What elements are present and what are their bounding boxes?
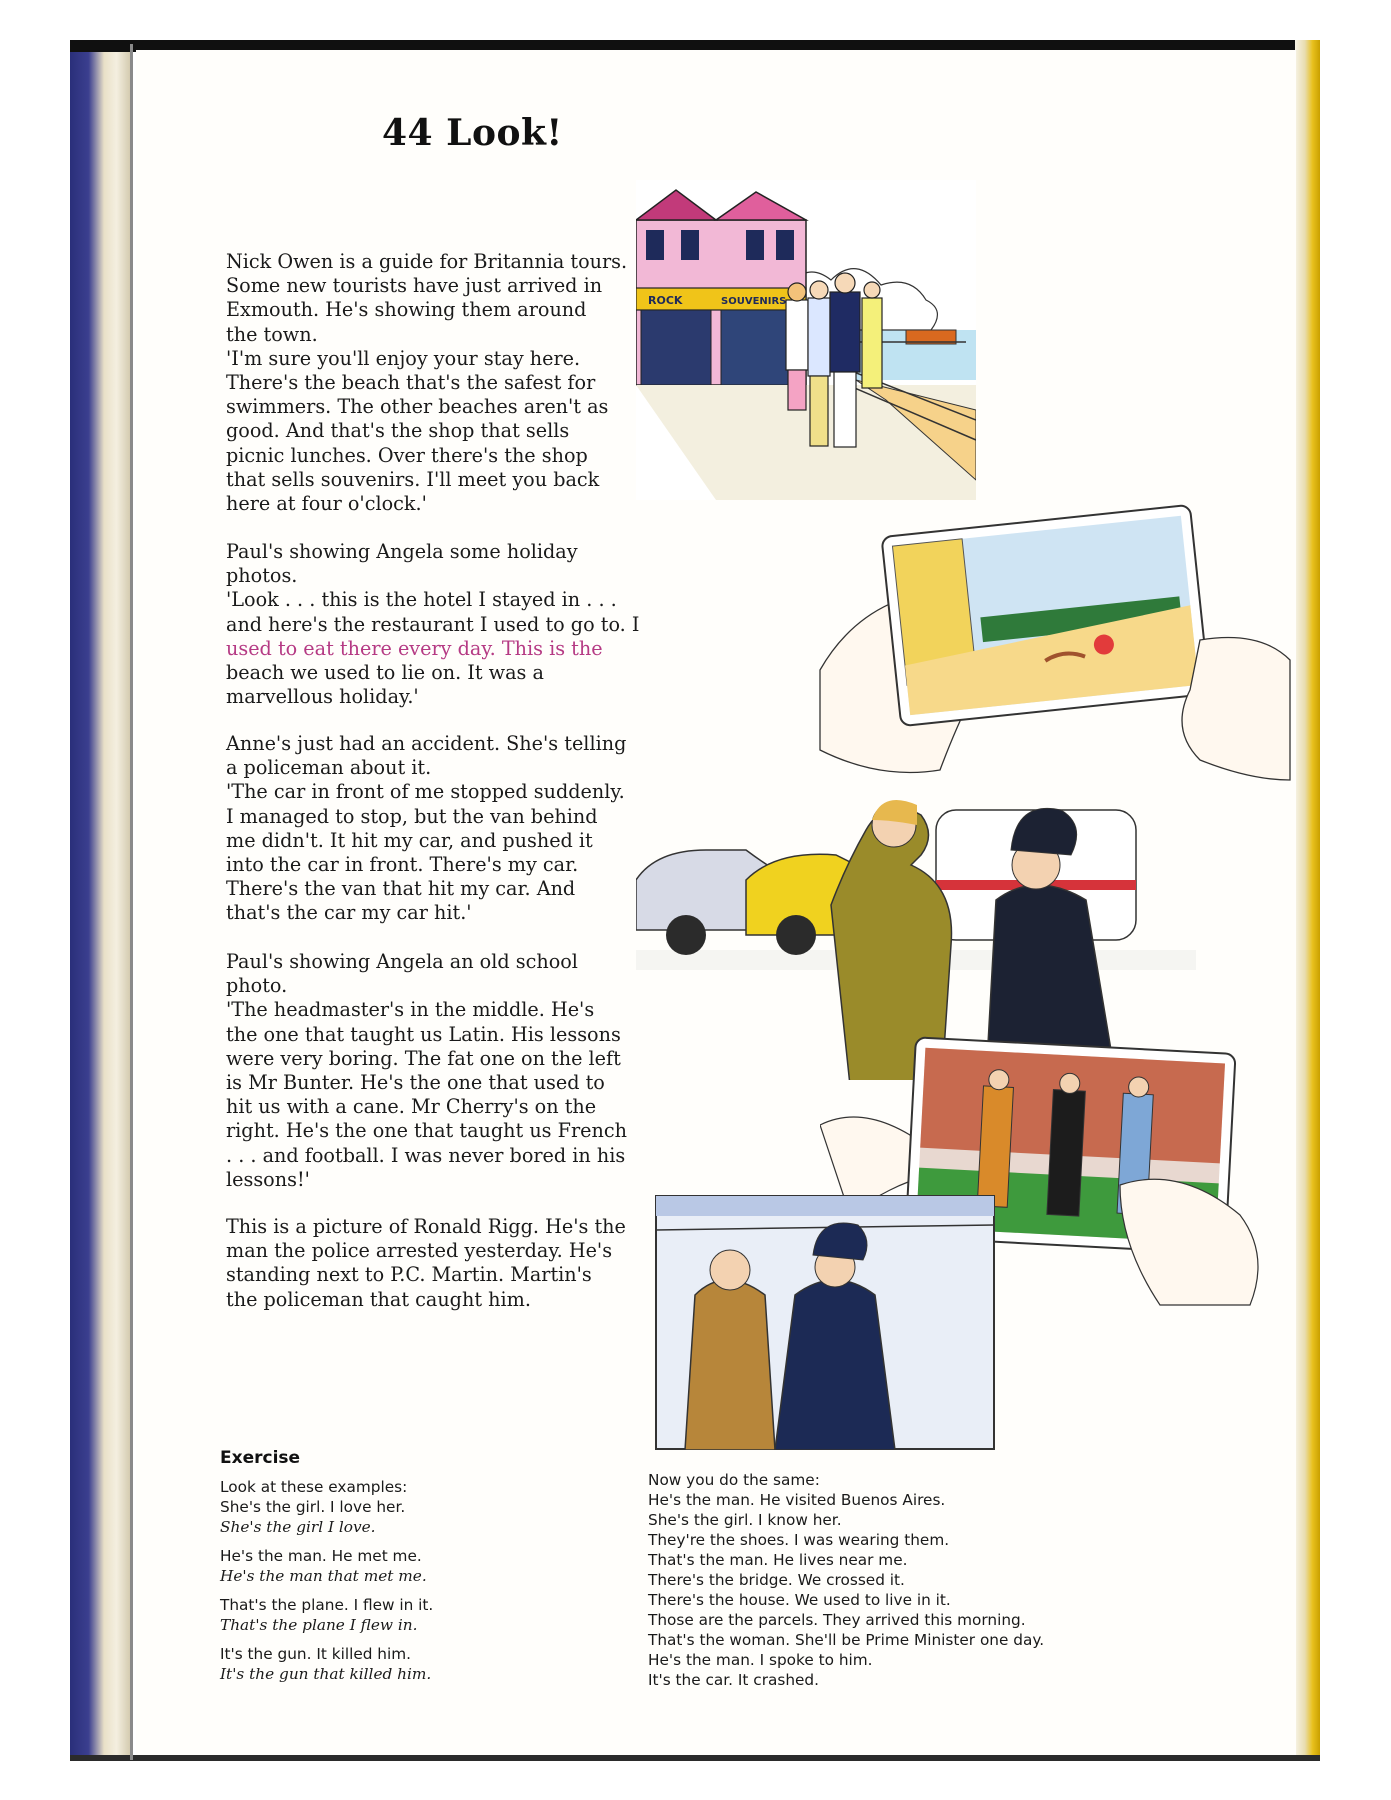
example-line: She's the girl. I love her. [220, 1498, 406, 1516]
task-item: She's the girl. I know her. [648, 1511, 842, 1529]
example-item [220, 1546, 550, 1586]
task-item: He's the man. I spoke to him. [648, 1651, 873, 1669]
task-item: That's the man. He lives near me. [648, 1551, 908, 1569]
paragraph-line: photos. [226, 564, 298, 588]
background-right [1318, 40, 1391, 1800]
illustration-holiday-photo [800, 500, 1300, 790]
quote-line: used to eat there every day. This is the [226, 636, 603, 660]
example-answer: That's the plane I flew in. [220, 1616, 418, 1634]
paragraph-line: man the police arrested yesterday. He's [226, 1239, 613, 1263]
quote-line: beach we used to lie on. It was a [226, 661, 544, 685]
paragraph-school-photo [226, 950, 646, 1192]
quote-line: 'The headmaster's in the middle. He's [226, 998, 595, 1022]
example-item [220, 1644, 550, 1684]
paragraph-accident [226, 732, 646, 926]
shop-sign-souvenirs: SOUVENIRS [721, 296, 787, 307]
paragraph-line: Nick Owen is a guide for Britannia tours. [226, 250, 628, 273]
quote-line: is Mr Bunter. He's the one that used to [226, 1071, 605, 1095]
paragraph-line: Some new tourists have just arrived in [226, 274, 603, 298]
quote-line: into the car in front. There's my car. [226, 853, 579, 877]
quote-line: the one that taught us Latin. His lessons [226, 1022, 621, 1046]
example-item [220, 1595, 550, 1635]
page-gutter-line [130, 44, 133, 1760]
paragraph-line: a policeman about it. [226, 756, 432, 780]
paragraph-ronald-rigg [226, 1215, 646, 1312]
quote-line: that sells souvenirs. I'll meet you back [226, 467, 600, 491]
paragraph-line: Anne's just had an accident. She's telling [226, 732, 627, 755]
task-item: There's the house. We used to live in it. [648, 1591, 951, 1609]
examples-intro: Look at these examples: [220, 1478, 408, 1496]
quote-line: . . . and football. I was never bored in his [226, 1143, 626, 1167]
quote-line: and here's the restaurant I used to go to. I [226, 612, 640, 636]
quote-line: 'The car in front of me stopped suddenly. [226, 780, 625, 804]
quote-line: There's the beach that's the safest for [226, 371, 596, 395]
quote-line: 'I'm sure you'll enjoy your stay here. [226, 346, 581, 370]
illustration-seafront [636, 180, 976, 500]
paragraph-line: Paul's showing Angela some holiday [226, 540, 578, 563]
illustration-accident [636, 770, 1196, 1080]
illustration-arrest [655, 1195, 995, 1450]
quote-line: marvellous holiday.' [226, 685, 419, 709]
example-line: He's the man. He met me. [220, 1547, 422, 1565]
task-item: It's the car. It crashed. [648, 1671, 819, 1689]
quote-line: here at four o'clock.' [226, 492, 427, 516]
paragraph-line: Paul's showing Angela an old school [226, 950, 578, 973]
paragraph-line: This is a picture of Ronald Rigg. He's the [226, 1215, 626, 1238]
exercise-examples [220, 1477, 550, 1693]
task-intro: Now you do the same: [648, 1471, 820, 1489]
paragraph-holiday-photos [226, 540, 646, 709]
shop-sign-left: ROCK [648, 294, 683, 307]
quote-line: 'Look . . . this is the hotel I stayed in . . . [226, 588, 617, 612]
quote-line: swimmers. The other beaches aren't as [226, 395, 609, 419]
quote-line: right. He's the one that taught us French [226, 1119, 627, 1143]
paragraph-line: Exmouth. He's showing them around [226, 298, 587, 322]
page-title: 44 Look! [382, 112, 563, 154]
paragraph-tour-guide [226, 250, 646, 516]
paragraph-line: the town. [226, 322, 318, 346]
book-right-edge [1295, 40, 1320, 1760]
exercise-tasks [648, 1470, 1098, 1690]
quote-line: me didn't. It hit my car, and pushed it [226, 828, 593, 852]
paragraph-line: the policeman that caught him. [226, 1287, 531, 1311]
quote-line: picnic lunches. Over there's the shop [226, 443, 588, 467]
paragraph-line: standing next to P.C. Martin. Martin's [226, 1263, 592, 1287]
task-item: That's the woman. She'll be Prime Minister one day. [648, 1631, 1045, 1649]
example-answer: She's the girl I love. [220, 1518, 376, 1536]
quote-line: hit us with a cane. Mr Cherry's on the [226, 1095, 597, 1119]
book-spine [70, 40, 132, 1760]
book-bottom-edge [70, 1755, 1320, 1761]
example-line: That's the plane. I flew in it. [220, 1596, 434, 1614]
example-item [220, 1497, 550, 1537]
example-line: It's the gun. It killed him. [220, 1645, 412, 1663]
example-answer: He's the man that met me. [220, 1567, 427, 1585]
quote-line: were very boring. The fat one on the left [226, 1046, 621, 1070]
quote-line: good. And that's the shop that sells [226, 419, 570, 443]
task-item: There's the bridge. We crossed it. [648, 1571, 905, 1589]
task-item: Those are the parcels. They arrived this morning. [648, 1611, 1026, 1629]
quote-line: that's the car my car hit.' [226, 901, 472, 925]
quote-line: I managed to stop, but the van behind [226, 804, 598, 828]
example-answer: It's the gun that killed him. [220, 1665, 432, 1683]
quote-line: There's the van that hit my car. And [226, 877, 576, 901]
quote-line: lessons!' [226, 1167, 310, 1191]
task-item: He's the man. He visited Buenos Aires. [648, 1491, 946, 1509]
paragraph-line: photo. [226, 974, 288, 998]
exercise-heading: Exercise [220, 1448, 301, 1468]
task-item: They're the shoes. I was wearing them. [648, 1531, 950, 1549]
